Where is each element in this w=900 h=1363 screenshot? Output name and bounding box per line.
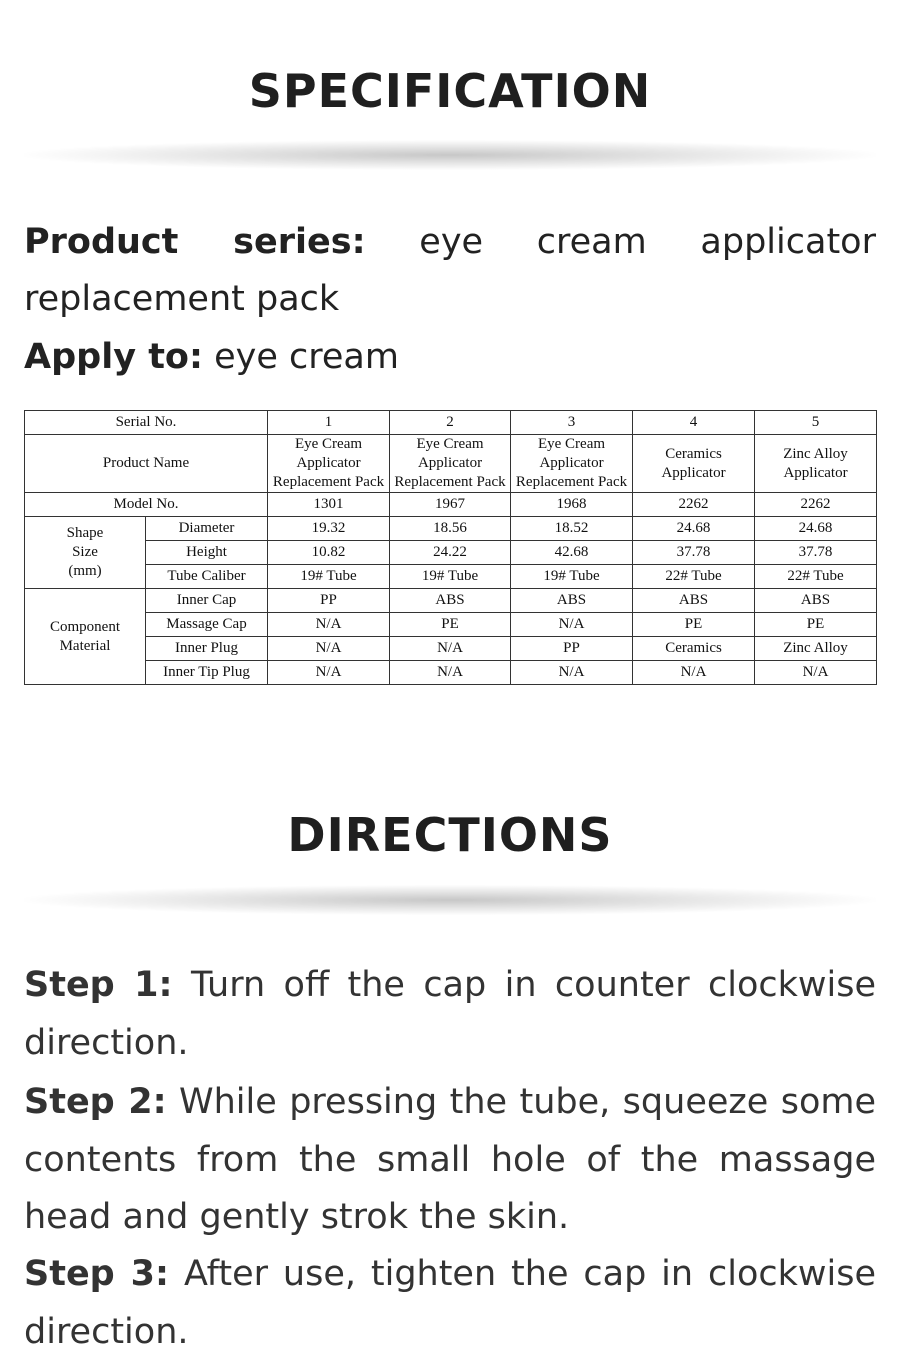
model-cell: 1301 [268, 493, 390, 517]
shape-row-label: Diameter [146, 517, 268, 541]
material-cell: PE [755, 613, 877, 637]
product-name-cell-line: Eye Cream [416, 436, 484, 452]
shape-cell: 19# Tube [268, 565, 390, 589]
material-row-label: Massage Cap [146, 613, 268, 637]
component-material-group-line: Material [59, 637, 111, 654]
shape-cell: 24.68 [633, 517, 755, 541]
product-name-cell-line: Replacement Pack [515, 474, 628, 490]
product-name-cell-line: Eye Cream [537, 436, 606, 452]
step-3-text: After use, tighten the cap in clockwise direction. [24, 1254, 876, 1352]
direction-step-1 [24, 957, 876, 1072]
product-series-label: Product series: [24, 222, 366, 262]
material-cell: PP [511, 637, 633, 661]
shape-cell: 19# Tube [511, 565, 633, 589]
apply-to-line [24, 329, 876, 386]
material-cell: N/A [390, 661, 511, 685]
material-cell: N/A [511, 613, 633, 637]
material-row-label: Inner Cap [146, 589, 268, 613]
model-cell: 1968 [511, 493, 633, 517]
shape-cell: 22# Tube [633, 565, 755, 589]
shape-row-label: Tube Caliber [146, 565, 268, 589]
material-cell: ABS [511, 589, 633, 613]
shape-cell: 10.82 [268, 541, 390, 565]
shape-cell: 24.68 [755, 517, 877, 541]
model-label: Model No. [25, 493, 268, 517]
serial-cell: 1 [268, 411, 390, 435]
product-name-cell-line: Applicator [783, 464, 848, 481]
model-cell: 2262 [755, 493, 877, 517]
material-cell: Zinc Alloy [755, 637, 877, 661]
product-name-cell-line: Applicator [539, 455, 604, 471]
specification-divider [24, 140, 876, 170]
shape-cell: 19# Tube [390, 565, 511, 589]
serial-label: Serial No. [25, 411, 268, 435]
direction-step-3 [24, 1246, 876, 1361]
specification-table [24, 410, 877, 685]
directions-divider [24, 885, 876, 915]
product-name-cell-line: Replacement Pack [272, 474, 385, 490]
product-name-cell [511, 435, 633, 493]
shape-cell: 37.78 [633, 541, 755, 565]
table-row [25, 613, 877, 637]
apply-to-label: Apply to: [24, 337, 203, 377]
shape-size-group-line: Size [72, 544, 98, 560]
step-2-label: Step 2: [24, 1082, 167, 1122]
material-cell: PE [390, 613, 511, 637]
material-cell: ABS [633, 589, 755, 613]
product-name-cell [755, 435, 877, 493]
shape-row-label: Height [146, 541, 268, 565]
step-2-text: While pressing the tube, squeeze some contents from the small hole of the massage head and gently strok the skin. [24, 1082, 876, 1237]
table-row [25, 661, 877, 685]
material-cell: ABS [390, 589, 511, 613]
model-cell: 1967 [390, 493, 511, 517]
shape-size-group [25, 517, 146, 589]
product-name-cell [633, 435, 755, 493]
shape-cell: 18.56 [390, 517, 511, 541]
material-cell: N/A [755, 661, 877, 685]
product-name-label: Product Name [25, 435, 268, 493]
shape-cell: 42.68 [511, 541, 633, 565]
table-row [25, 637, 877, 661]
product-name-cell-line: Ceramics [665, 445, 722, 462]
product-name-cell-line: Zinc Alloy [783, 445, 848, 462]
material-row-label: Inner Plug [146, 637, 268, 661]
directions-title: DIRECTIONS [287, 808, 613, 862]
material-cell: ABS [755, 589, 877, 613]
step-1-text: Turn off the cap in counter clockwise direction. [24, 965, 876, 1063]
shape-cell: 19.32 [268, 517, 390, 541]
product-name-cell-line: Applicator [296, 455, 361, 471]
serial-cell: 3 [511, 411, 633, 435]
shape-cell: 18.52 [511, 517, 633, 541]
table-row [25, 435, 877, 493]
shape-size-group-line: (mm) [68, 563, 102, 579]
material-cell: N/A [511, 661, 633, 685]
material-row-label: Inner Tip Plug [146, 661, 268, 685]
product-name-cell-line: Applicator [417, 455, 483, 471]
material-cell: PE [633, 613, 755, 637]
product-name-cell-line: Eye Cream [294, 436, 363, 452]
serial-cell: 4 [633, 411, 755, 435]
serial-cell: 5 [755, 411, 877, 435]
shape-cell: 24.22 [390, 541, 511, 565]
product-series-value: eye cream applicator replacement pack [24, 222, 876, 319]
model-cell: 2262 [633, 493, 755, 517]
component-material-group [25, 589, 146, 685]
step-1-label: Step 1: [24, 965, 173, 1005]
material-cell: Ceramics [633, 637, 755, 661]
material-cell: N/A [268, 613, 390, 637]
material-cell: PP [268, 589, 390, 613]
shape-cell: 37.78 [755, 541, 877, 565]
component-material-group-line: Component [50, 618, 120, 635]
material-cell: N/A [268, 637, 390, 661]
apply-to-value: eye cream [214, 337, 399, 377]
direction-step-2 [24, 1074, 876, 1247]
material-cell: N/A [268, 661, 390, 685]
material-cell: N/A [390, 637, 511, 661]
table-row [25, 493, 877, 517]
table-row [25, 589, 877, 613]
table-row [25, 411, 877, 435]
step-3-label: Step 3: [24, 1254, 170, 1294]
table-row [25, 517, 877, 541]
shape-cell: 22# Tube [755, 565, 877, 589]
table-row [25, 565, 877, 589]
product-name-cell [390, 435, 511, 493]
product-name-cell [268, 435, 390, 493]
product-series-line [24, 214, 876, 328]
material-cell: N/A [633, 661, 755, 685]
shape-size-group-line: Shape [66, 525, 104, 541]
product-name-cell-line: Applicator [661, 464, 726, 481]
specification-title: SPECIFICATION [248, 64, 652, 118]
product-name-cell-line: Replacement Pack [394, 474, 506, 490]
serial-cell: 2 [390, 411, 511, 435]
table-row [25, 541, 877, 565]
